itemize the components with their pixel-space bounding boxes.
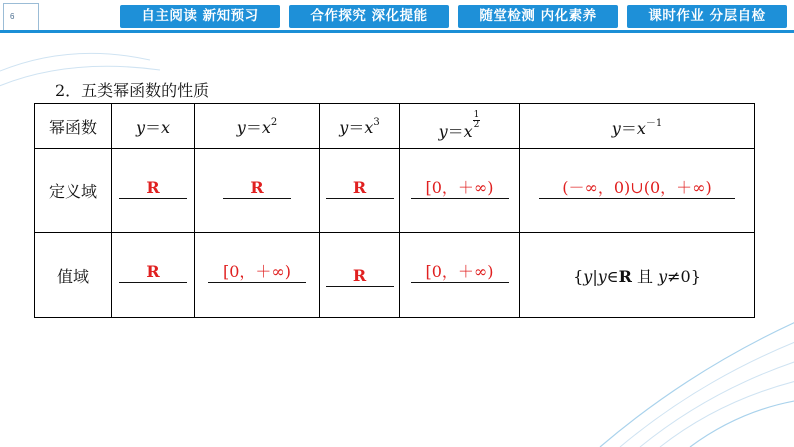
domain-answer-2: R bbox=[223, 178, 291, 199]
range-answer-4: [0，＋∞) bbox=[411, 262, 509, 283]
header-divider bbox=[0, 30, 794, 33]
domain-answer-1: R bbox=[119, 178, 187, 199]
row-label-range: 值域 bbox=[35, 233, 112, 318]
range-answer-5: {y|y∈R 且 y≠0} bbox=[573, 266, 701, 286]
domain-cell-1 bbox=[112, 149, 195, 233]
exponent-fraction: $\frac{1}{2}$ bbox=[473, 109, 480, 130]
cell-function-2: $y=x^2$ bbox=[195, 104, 320, 149]
tab-self-study[interactable]: 自主阅读 新知预习 bbox=[120, 5, 280, 28]
domain-cell-4 bbox=[400, 149, 520, 233]
cell-function-3: $y=x^3$ bbox=[320, 104, 400, 149]
tab-homework[interactable]: 课时作业 分层自检 bbox=[627, 5, 787, 28]
table-row-domain bbox=[35, 149, 755, 233]
domain-cell-2 bbox=[195, 149, 320, 233]
cell-function-1: y＝x bbox=[112, 104, 195, 149]
range-cell-3 bbox=[320, 233, 400, 318]
power-function-table bbox=[34, 103, 755, 318]
section-tabs bbox=[0, 5, 794, 29]
table-row-functions bbox=[35, 104, 755, 149]
range-cell-2 bbox=[195, 233, 320, 318]
domain-answer-3: R bbox=[326, 178, 394, 199]
cell-function-5: $y=x^{-1}$ bbox=[520, 104, 755, 149]
domain-answer-5: (－∞，0)∪(0，＋∞) bbox=[539, 178, 735, 199]
range-cell-4 bbox=[400, 233, 520, 318]
tab-classroom-test[interactable]: 随堂检测 内化素养 bbox=[458, 5, 618, 28]
domain-cell-3 bbox=[320, 149, 400, 233]
cell-function-4: y＝x $\frac{1}{2}$ bbox=[400, 104, 520, 149]
domain-cell-5 bbox=[520, 149, 755, 233]
tab-cooperative-inquiry[interactable]: 合作探究 深化提能 bbox=[289, 5, 449, 28]
range-answer-3: R bbox=[326, 266, 394, 287]
table-row-range bbox=[35, 233, 755, 318]
range-answer-1: R bbox=[119, 262, 187, 283]
section-heading: 2．五类幂函数的性质 bbox=[55, 81, 210, 100]
domain-answer-4: [0，＋∞) bbox=[411, 178, 509, 199]
row-label-power-function: 幂函数 bbox=[35, 104, 112, 149]
range-cell-1 bbox=[112, 233, 195, 318]
range-answer-2: [0，＋∞) bbox=[208, 262, 306, 283]
range-cell-5 bbox=[520, 233, 755, 318]
row-label-domain: 定义域 bbox=[35, 149, 112, 233]
page-number: 6 bbox=[10, 12, 15, 21]
